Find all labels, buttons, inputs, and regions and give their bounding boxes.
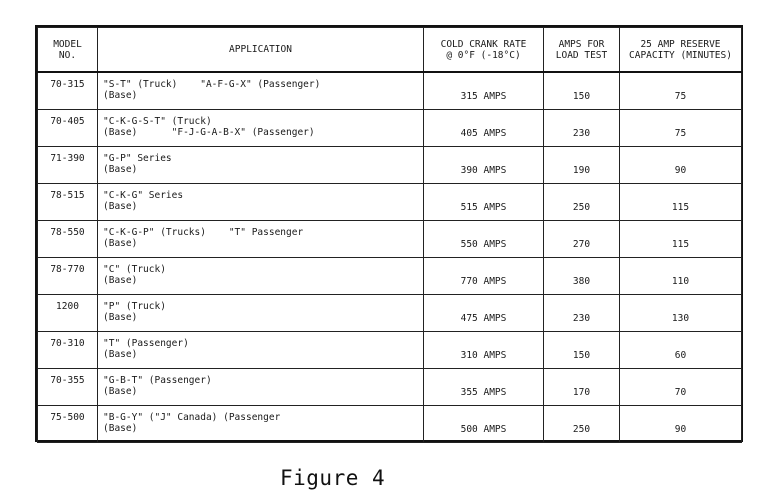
cold-crank-rate-cell: 310 AMPS (424, 331, 544, 368)
table-header (38, 28, 742, 73)
header-amps-line1: AMPS FOR (558, 38, 605, 50)
application-line2: (Base) (103, 90, 138, 101)
header-reserve-capacity (620, 28, 742, 73)
application-line1: "C-K-G-S-T" (Truck) (103, 115, 212, 127)
load-test-amps-cell: 250 (544, 183, 620, 220)
model-number-cell: 70-405 (38, 109, 98, 146)
load-test-amps-cell: 380 (544, 257, 620, 294)
model-number-cell: 1200 (38, 294, 98, 331)
application-line1: "G-P" Series (103, 152, 172, 164)
reserve-capacity-cell: 115 (620, 183, 742, 220)
application-line1: "P" (Truck) (103, 300, 166, 312)
application-line1: "B-G-Y" ("J" Canada) (Passenger (103, 411, 281, 423)
cold-crank-rate-cell: 770 AMPS (424, 257, 544, 294)
header-reserve-line1: 25 AMP RESERVE (640, 38, 721, 50)
application-line2: (Base) (103, 385, 138, 397)
application-line1: "S-T" (Truck) "A-F-G-X" (Passenger) (103, 79, 321, 90)
application-cell (98, 405, 424, 442)
application-cell (98, 368, 424, 405)
table-row (38, 405, 742, 442)
battery-spec-table-frame (35, 25, 743, 442)
application-cell (98, 220, 424, 257)
application-line1: "T" (Passenger) (103, 337, 189, 349)
reserve-capacity-cell: 115 (620, 220, 742, 257)
cold-crank-rate-cell: 500 AMPS (424, 405, 544, 442)
application-line2: (Base) (103, 311, 138, 323)
reserve-capacity-cell: 75 (620, 72, 742, 109)
application-cell (98, 183, 424, 220)
application-line1: "C" (Truck) (103, 263, 166, 275)
load-test-amps-cell: 250 (544, 405, 620, 442)
header-cold-line1: COLD CRANK RATE (440, 38, 527, 50)
header-cold-line2: @ 0°F (-18°C) (446, 49, 521, 61)
application-cell (98, 331, 424, 368)
reserve-capacity-cell: 110 (620, 257, 742, 294)
header-application-label: APPLICATION (229, 44, 292, 55)
application-cell (98, 109, 424, 146)
cold-crank-rate-cell: 550 AMPS (424, 220, 544, 257)
header-model-no (38, 28, 98, 73)
figure-caption: Figure 4 (280, 466, 386, 490)
reserve-capacity-cell: 90 (620, 146, 742, 183)
cold-crank-rate-cell: 405 AMPS (424, 109, 544, 146)
application-line2: (Base) (103, 163, 138, 175)
reserve-capacity-cell: 75 (620, 109, 742, 146)
application-line1: "C-K-G" Series (103, 189, 184, 201)
application-line2: (Base) (103, 237, 138, 249)
model-number-cell: 78-550 (38, 220, 98, 257)
cold-crank-rate-cell: 515 AMPS (424, 183, 544, 220)
model-number-cell: 71-390 (38, 146, 98, 183)
header-reserve-line2: CAPACITY (MINUTES) (629, 49, 732, 61)
header-amps-line2: LOAD TEST (555, 49, 608, 61)
table-row (38, 331, 742, 368)
cold-crank-rate-cell: 390 AMPS (424, 146, 544, 183)
cold-crank-rate-cell: 355 AMPS (424, 368, 544, 405)
header-model-line2: NO. (58, 49, 77, 61)
table-row (38, 72, 742, 109)
model-number-cell: 75-500 (38, 405, 98, 442)
load-test-amps-cell: 190 (544, 146, 620, 183)
table-row (38, 294, 742, 331)
table-row (38, 109, 742, 146)
table-row (38, 368, 742, 405)
cold-crank-rate-cell: 475 AMPS (424, 294, 544, 331)
battery-spec-table (37, 27, 742, 443)
application-cell (98, 72, 424, 109)
model-number-cell: 70-355 (38, 368, 98, 405)
application-line2: (Base) (103, 422, 138, 434)
application-line2: (Base) (103, 200, 138, 212)
application-line1: "G-B-T" (Passenger) (103, 374, 212, 386)
header-cold-crank-rate (424, 28, 544, 73)
load-test-amps-cell: 230 (544, 294, 620, 331)
reserve-capacity-cell: 60 (620, 331, 742, 368)
reserve-capacity-cell: 70 (620, 368, 742, 405)
application-line2: (Base) (103, 274, 138, 286)
table-row (38, 220, 742, 257)
load-test-amps-cell: 150 (544, 72, 620, 109)
table-row (38, 183, 742, 220)
header-model-line1: MODEL (53, 38, 82, 50)
load-test-amps-cell: 170 (544, 368, 620, 405)
application-cell (98, 257, 424, 294)
application-cell (98, 294, 424, 331)
load-test-amps-cell: 270 (544, 220, 620, 257)
model-number-cell: 78-515 (38, 183, 98, 220)
header-application (98, 28, 424, 73)
model-number-cell: 70-310 (38, 331, 98, 368)
model-number-cell: 70-315 (38, 72, 98, 109)
application-cell (98, 146, 424, 183)
header-row (38, 28, 742, 73)
table-body (38, 72, 742, 442)
reserve-capacity-cell: 90 (620, 405, 742, 442)
load-test-amps-cell: 150 (544, 331, 620, 368)
cold-crank-rate-cell: 315 AMPS (424, 72, 544, 109)
application-line1: "C-K-G-P" (Trucks) "T" Passenger (103, 226, 304, 238)
table-row (38, 257, 742, 294)
application-line2: (Base) (103, 348, 138, 360)
model-number-cell: 78-770 (38, 257, 98, 294)
table-row (38, 146, 742, 183)
load-test-amps-cell: 230 (544, 109, 620, 146)
header-amps-load-test (544, 28, 620, 73)
reserve-capacity-cell: 130 (620, 294, 742, 331)
application-line2: (Base) "F-J-G-A-B-X" (Passenger) (103, 126, 315, 138)
